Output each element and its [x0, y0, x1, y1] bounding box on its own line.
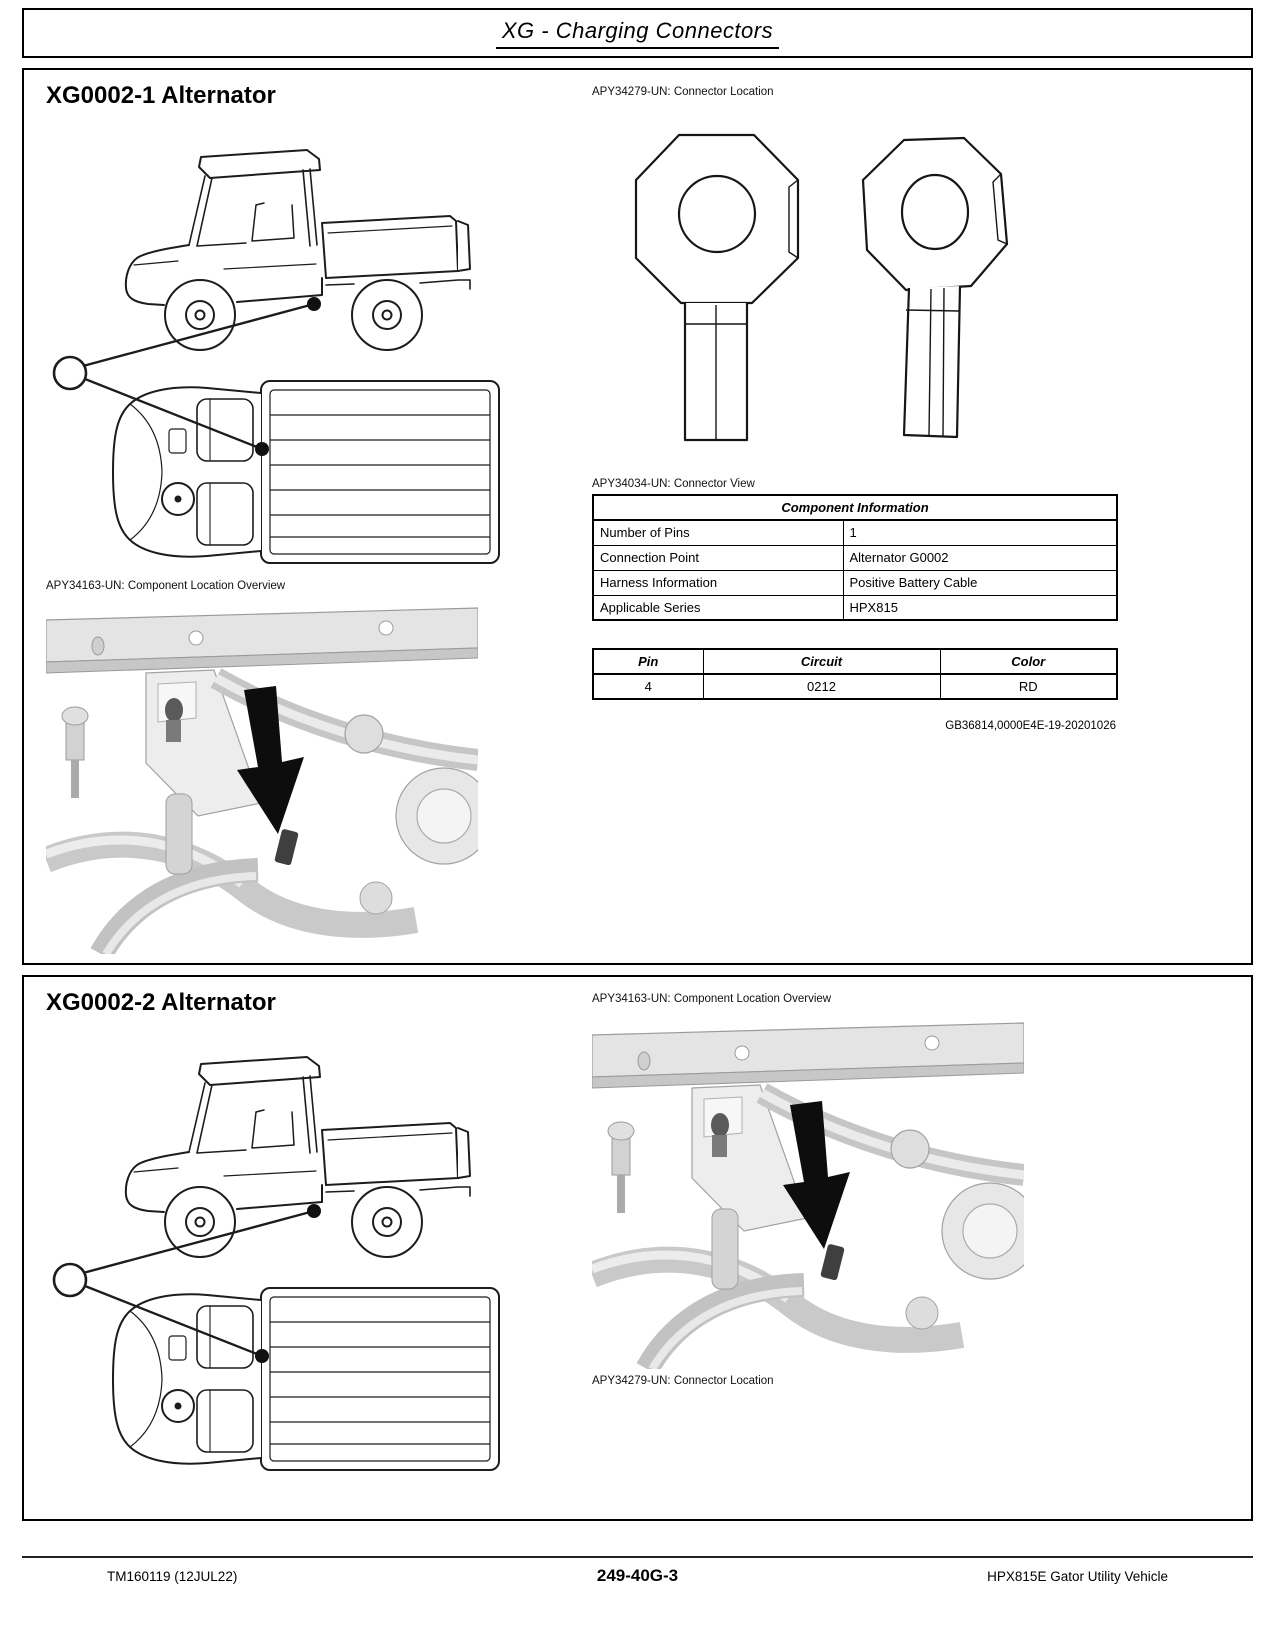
page-header — [22, 8, 1253, 58]
circuit-value: 0212 — [703, 674, 940, 699]
info-label: Number of Pins — [593, 520, 843, 545]
vehicle-location-figure — [49, 1039, 504, 1479]
color-value: RD — [940, 674, 1117, 699]
section2-title: XG0002-2 Alternator — [46, 989, 276, 1016]
caption-connector-view: APY34034-UN: Connector View — [592, 478, 755, 490]
footer-page-number: 249-40G-3 — [596, 1566, 679, 1585]
section-xg0002-1 — [22, 68, 1253, 965]
info-label: Connection Point — [593, 545, 843, 570]
table-row — [593, 520, 1117, 545]
document-code: GB36814,0000E4E-19-20201026 — [945, 720, 1116, 732]
caption-connector-location: APY34279-UN: Connector Location — [592, 86, 774, 98]
footer-manual-title: HPX815E Gator Utility Vehicle — [987, 1568, 1168, 1584]
page-footer — [22, 1566, 1253, 1586]
section-xg0002-2 — [22, 975, 1253, 1521]
info-label: Harness Information — [593, 570, 843, 595]
caption-connector-location: APY34279-UN: Connector Location — [592, 1375, 774, 1387]
info-value: Positive Battery Cable — [843, 570, 1117, 595]
table-row — [593, 595, 1117, 620]
table-row — [593, 570, 1117, 595]
component-location-image — [592, 1013, 1024, 1369]
footer-doc-number: TM160119 (12JUL22) — [107, 1568, 238, 1584]
section1-title: XG0002-1 Alternator — [46, 82, 276, 109]
connector-view-image — [599, 110, 1039, 470]
page-header-title: XG - Charging Connectors — [496, 18, 779, 49]
component-information-title: Component Information — [593, 495, 1117, 520]
info-value: HPX815 — [843, 595, 1117, 620]
pin-circuit-table — [592, 648, 1118, 700]
footer-divider — [22, 1556, 1253, 1558]
info-label: Applicable Series — [593, 595, 843, 620]
pin-table-header-row — [593, 649, 1117, 674]
pin-value: 4 — [593, 674, 703, 699]
info-value: 1 — [843, 520, 1117, 545]
table-row — [593, 674, 1117, 699]
component-information-table — [592, 494, 1118, 621]
info-value: Alternator G0002 — [843, 545, 1117, 570]
component-information-header-row — [593, 495, 1117, 520]
component-location-image — [46, 598, 478, 954]
caption-component-location-overview: APY34163-UN: Component Location Overview — [46, 580, 286, 592]
color-header: Color — [940, 649, 1117, 674]
pin-header: Pin — [593, 649, 703, 674]
table-row — [593, 545, 1117, 570]
circuit-header: Circuit — [703, 649, 940, 674]
vehicle-location-figure — [49, 132, 504, 572]
caption-component-location-overview: APY34163-UN: Component Location Overview — [592, 993, 832, 1005]
